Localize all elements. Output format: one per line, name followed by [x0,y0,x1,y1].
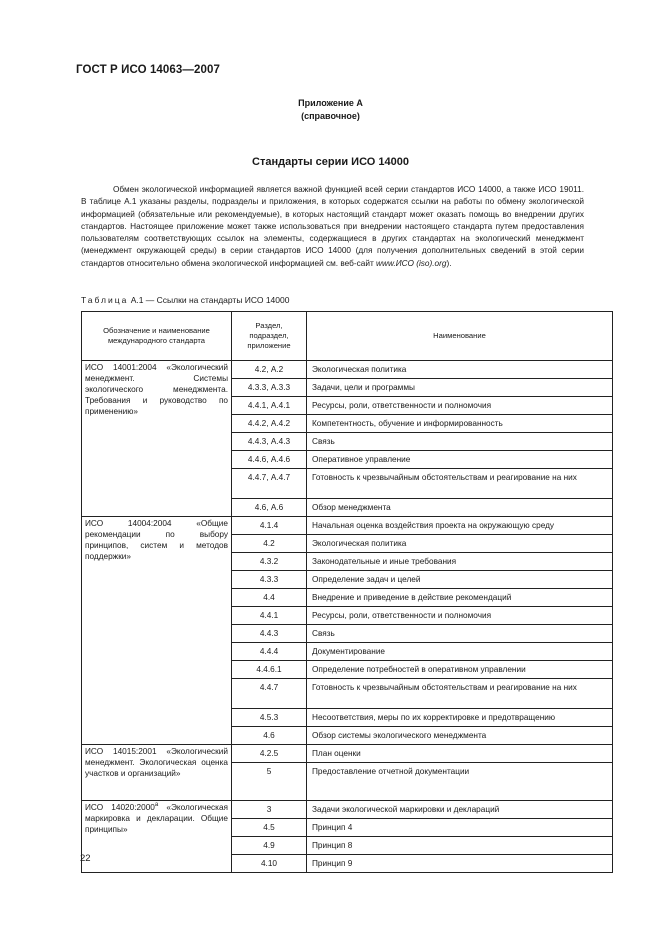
section-cell: 4.4.3, А.4.3 [232,433,307,451]
name-cell: Принцип 8 [307,837,613,855]
table-caption-label: Таблица [81,295,129,305]
section-cell: 4.1.4 [232,517,307,535]
section-cell: 4.4.4 [232,643,307,661]
name-cell: Предоставление отчетной документации [307,763,613,801]
name-cell: Связь [307,433,613,451]
section-cell: 4.4 [232,589,307,607]
name-cell: Определение потребностей в оперативном управлении [307,661,613,679]
name-cell: Начальная оценка воздействия проекта на окружающую среду [307,517,613,535]
name-cell: Компетентность, обучение и информированность [307,415,613,433]
section-cell: 4.4.2, А.4.2 [232,415,307,433]
standard-cell: ИСО 14015:2001 «Экологический менеджмент. Экологическая оценка участков и организаций» [82,745,232,801]
header-standard: Обозначение и наименование международного стандарта [82,312,232,361]
name-cell: Ресурсы, роли, ответственности и полномочия [307,397,613,415]
annex-title: Приложение А [298,98,363,108]
section-cell: 4.3.3 [232,571,307,589]
section-cell: 4.4.1, А.4.1 [232,397,307,415]
section-cell: 4.6, А.6 [232,499,307,517]
standards-table [81,311,613,873]
section-cell: 4.3.2 [232,553,307,571]
section-cell: 4.2 [232,535,307,553]
name-cell: Внедрение и приведение в действие рекомендаций [307,589,613,607]
section-cell: 4.5.3 [232,709,307,727]
section-cell: 3 [232,801,307,819]
section-cell: 4.4.3 [232,625,307,643]
standard-code: ИСО 14020:2000 [85,803,155,812]
section-cell: 4.5 [232,819,307,837]
name-cell: Документирование [307,643,613,661]
document-header: ГОСТ Р ИСО 14063—2007 [76,64,221,76]
standard-cell: ИСО 14001:2004 «Экологический менеджмент. Системы экологического менеджмента. Требования и руководство по применению» [82,361,232,517]
header-section: Раздел, подраздел, приложение [232,312,307,361]
name-cell: Готовность к чрезвычайным обстоятельствам и реагирование на них [307,679,613,709]
section-cell: 4.10 [232,855,307,873]
name-cell: Экологическая политика [307,535,613,553]
table-caption [81,295,289,305]
name-cell: Обзор системы экологического менеджмента [307,727,613,745]
section-cell: 4.9 [232,837,307,855]
name-cell: Законодательные и иные требования [307,553,613,571]
intro-text: Обмен экологической информацией является важной функцией всей серии стандартов ИСО 14000, а также ИСО 19011. В таблице А.1 указаны разделы, подразделы и приложения, в которых содержатся ссылки на работы по обмену экологической информацией (обязательные или рекомендуемые), в которых настоящий стандарт может оказать помощь во внедрении других стандартов. Настоящее приложение может также использоваться при внедрении настоящего стандарта путем предоставления пользователям соответствующих ссылок на элементы, содержащиеся в других стандартах на экологический менеджмент (менеджмент окружающей среды) в серии стандартов ИСО 14000 (для получения дополнительных сведений в этой серии стандартов относительно обмена экологической информацией см. веб-сайт [81,185,584,268]
name-cell: Задачи экологической маркировки и деклараций [307,801,613,819]
name-cell: Принцип 9 [307,855,613,873]
intro-paragraph [81,184,584,270]
section-cell: 5 [232,763,307,801]
standard-cell [82,801,232,873]
section-title: Стандарты серии ИСО 14000 [252,156,409,168]
name-cell: Готовность к чрезвычайным обстоятельствам и реагирование на них [307,469,613,499]
name-cell: Ресурсы, роли, ответственности и полномочия [307,607,613,625]
standard-title: «Экологическая маркировка и декларации. Общие принципы» [85,803,228,834]
section-cell: 4.4.1 [232,607,307,625]
name-cell: Несоответствия, меры по их корректировке и предотвращению [307,709,613,727]
page-number: 22 [80,853,91,864]
table-row [82,745,613,763]
table-caption-text: А.1 — Ссылки на стандарты ИСО 14000 [128,295,290,305]
intro-text-end: ). [446,258,452,268]
section-cell: 4.2.5 [232,745,307,763]
name-cell: Связь [307,625,613,643]
standard-cell: ИСО 14004:2004 «Общие рекомендации по выбору принципов, систем и методов поддержки» [82,517,232,745]
section-cell: 4.4.7, А.4.7 [232,469,307,499]
section-cell: 4.4.7 [232,679,307,709]
name-cell: Задачи, цели и программы [307,379,613,397]
table-row [82,517,613,535]
annex-type: (справочное) [301,111,360,121]
table-header-row [82,312,613,361]
table-row [82,361,613,379]
section-cell: 4.3.3, А.3.3 [232,379,307,397]
name-cell: Определение задач и целей [307,571,613,589]
section-cell: 4.6 [232,727,307,745]
section-cell: 4.2, А.2 [232,361,307,379]
header-name: Наименование [307,312,613,361]
section-cell: 4.4.6.1 [232,661,307,679]
table-row [82,801,613,819]
name-cell: План оценки [307,745,613,763]
website-link: www.ИСО (iso).org [376,258,447,268]
name-cell: Экологическая политика [307,361,613,379]
name-cell: Оперативное управление [307,451,613,469]
name-cell: Обзор менеджмента [307,499,613,517]
footnote-marker: a [154,802,159,808]
name-cell: Принцип 4 [307,819,613,837]
section-cell: 4.4.6, А.4.6 [232,451,307,469]
